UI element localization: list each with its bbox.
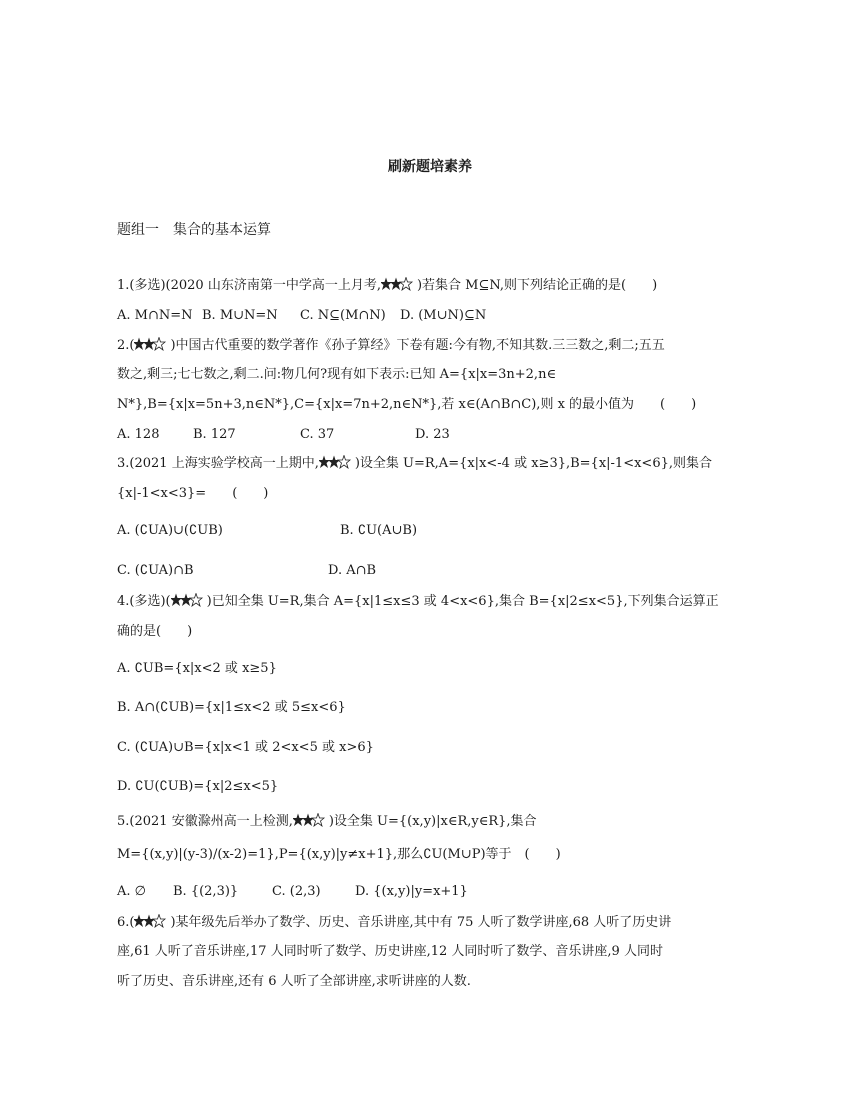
option-4d[interactable]: D. ∁U(∁UB)={x|2≤x<5} bbox=[117, 779, 279, 794]
option-5c[interactable]: C. (2,3) bbox=[272, 884, 321, 899]
question-6-line: 座,61 人听了音乐讲座,17 人同时听了数学、历史讲座,12 人同时听了数学、音乐讲座,9 人同时 bbox=[117, 944, 663, 959]
option-4b[interactable]: B. A∩(∁UB)={x|1≤x<2 或 5≤x<6} bbox=[117, 700, 346, 715]
option-5b[interactable]: B. {(2,3)} bbox=[173, 884, 239, 899]
option-2b[interactable]: B. 127 bbox=[193, 427, 236, 442]
option-2d[interactable]: D. 23 bbox=[415, 427, 450, 442]
option-2c[interactable]: C. 37 bbox=[300, 427, 335, 442]
option-5d[interactable]: D. {(x,y)|y=x+1} bbox=[355, 884, 468, 899]
option-1b[interactable]: B. M∪N=N bbox=[202, 308, 278, 323]
option-4c[interactable]: C. (∁UA)∪B={x|x<1 或 2<x<5 或 x>6} bbox=[117, 740, 374, 755]
option-1c[interactable]: C. N⊆(M∩N) bbox=[300, 308, 386, 323]
question-3-line: {x|-1<x<3}= ( ) bbox=[117, 486, 269, 501]
option-1d[interactable]: D. (M∪N)⊆N bbox=[400, 308, 487, 323]
option-3b[interactable]: B. ∁U(A∪B) bbox=[340, 523, 418, 538]
question-1-stem: 1.(多选)(2020 山东济南第一中学高一上月考, )若集合 M⊆N,则下列结论正确的是( ) bbox=[117, 278, 658, 293]
option-1a[interactable]: A. M∩N=N bbox=[117, 308, 193, 323]
option-3c[interactable]: C. (∁UA)∩B bbox=[117, 563, 194, 578]
question-2-stem: 2.( )中国古代重要的数学著作《孙子算经》下卷有题:今有物,不知其数.三三数之,剩二;五五 bbox=[117, 338, 665, 353]
star-rating-icon bbox=[381, 277, 417, 291]
section-title: 题组一 集合的基本运算 bbox=[117, 222, 271, 238]
question-5-stem: 5.(2021 安徽滁州高一上检测, )设全集 U={(x,y)|x∈R,y∈R},集合 bbox=[117, 814, 537, 829]
star-rating-icon bbox=[134, 337, 170, 351]
option-4a[interactable]: A. ∁UB={x|x<2 或 x≥5} bbox=[117, 661, 277, 676]
option-2a[interactable]: A. 128 bbox=[117, 427, 160, 442]
question-5-line: M={(x,y)|(y-3)/(x-2)=1},P={(x,y)|y≠x+1},那么∁U(M∪P)等于 ( ) bbox=[117, 847, 561, 862]
star-rating-icon bbox=[134, 914, 170, 928]
question-4-line: 确的是( ) bbox=[117, 624, 193, 639]
question-3-stem: 3.(2021 上海实验学校高一上期中, )设全集 U=R,A={x|x<-4 或 x≥3},B={x|-1<x<6},则集合 bbox=[117, 456, 712, 471]
page-title: 刷新题培素养 bbox=[388, 159, 472, 175]
option-3d[interactable]: D. A∩B bbox=[328, 563, 377, 578]
question-2-line: 数之,剩三;七七数之,剩二.问:物几何?现有如下表示:已知 A={x|x=3n+2,n∈ bbox=[117, 367, 557, 382]
question-2-line: N*},B={x|x=5n+3,n∈N*},C={x|x=7n+2,n∈N*},若 x∈(A∩B∩C),则 x 的最小值为 ( ) bbox=[117, 397, 697, 412]
star-rating-icon bbox=[171, 593, 207, 607]
question-4-stem: 4.(多选)( )已知全集 U=R,集合 A={x|1≤x≤3 或 4<x<6},集合 B={x|2≤x<5},下列集合运算正 bbox=[117, 594, 719, 609]
option-5a[interactable]: A. ∅ bbox=[117, 884, 146, 899]
option-3a[interactable]: A. (∁UA)∪(∁UB) bbox=[117, 523, 223, 538]
question-6-stem: 6.( )某年级先后举办了数学、历史、音乐讲座,其中有 75 人听了数学讲座,68 人听了历史讲 bbox=[117, 915, 672, 930]
question-6-line: 听了历史、音乐讲座,还有 6 人听了全部讲座,求听讲座的人数. bbox=[117, 974, 471, 989]
star-rating-icon bbox=[319, 455, 355, 469]
star-rating-icon bbox=[293, 813, 329, 827]
